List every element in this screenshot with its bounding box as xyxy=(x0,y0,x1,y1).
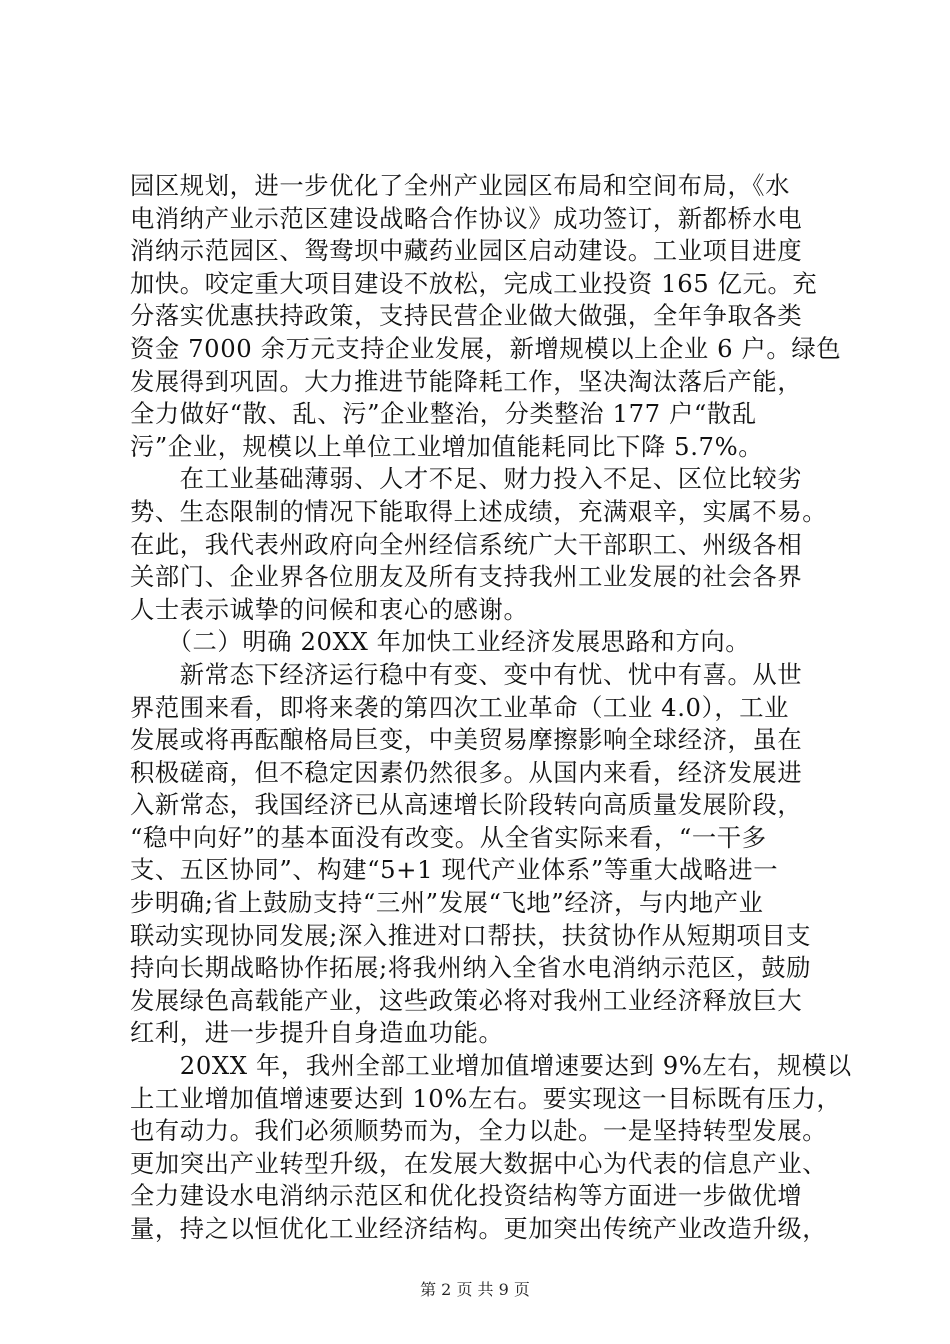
text-line: 消纳示范园区、鸳鸯坝中藏药业园区启动建设。工业项目进度 xyxy=(130,236,803,266)
text-line: 分落实优惠扶持政策，支持民营企业做大做强，全年争取各类 xyxy=(130,301,803,331)
text-line: 界范围来看，即将来袭的第四次工业革命（工业 4.0），工业 xyxy=(130,692,790,722)
text-line: 入新常态，我国经济已从高速增长阶段转向高质量发展阶段， xyxy=(130,790,803,820)
text-line: 联动实现协同发展;深入推进对口帮扶，扶贫协作从短期项目支 xyxy=(130,920,811,950)
text-line: 发展或将再酝酿格局巨变，中美贸易摩擦影响全球经济，虽在 xyxy=(130,725,803,755)
text-line: 20XX 年，我州全部工业增加值增速要达到 9%左右，规模以 xyxy=(130,1051,852,1081)
text-line: 量，持之以恒优化工业经济结构。更加突出传统产业改造升级， xyxy=(130,1214,828,1243)
text-line: 园区规划，进一步优化了全州产业园区布局和空间布局，《水 xyxy=(130,171,791,200)
text-line: 势、生态限制的情况下能取得上述成绩，充满艰辛，实属不易。 xyxy=(130,496,828,526)
text-line: 更加突出产业转型升级，在发展大数据中心为代表的信息产业、 xyxy=(130,1148,828,1178)
text-line: 全力做好“散、乱、污”企业整治，分类整治 177 户“散乱 xyxy=(130,399,757,429)
text-line: 持向长期战略协作拓展;将我州纳入全省水电消纳示范区，鼓励 xyxy=(130,953,811,983)
text-line: 发展绿色高载能产业，这些政策必将对我州工业经济释放巨大 xyxy=(130,985,803,1015)
text-line: 全力建设水电消纳示范区和优化投资结构等方面进一步做优增 xyxy=(130,1181,803,1211)
text-line: 在此，我代表州政府向全州经信系统广大干部职工、州级各相 xyxy=(130,529,803,559)
text-line: 人士表示诚挚的问候和衷心的感谢。 xyxy=(130,594,529,624)
text-line: 红利，进一步提升自身造血功能。 xyxy=(130,1018,504,1048)
text-line: 资金 7000 余万元支持企业发展，新增规模以上企业 6 户。绿色 xyxy=(130,333,842,363)
text-line: 在工业基础薄弱、人才不足、财力投入不足、区位比较劣 xyxy=(130,464,803,494)
text-line: 污”企业，规模以上单位工业增加值能耗同比下降 5.7%。 xyxy=(130,431,764,461)
text-line: 发展得到巩固。大力推进节能降耗工作，坚决淘汰落后产能， xyxy=(130,366,803,396)
text-line: 加快。咬定重大项目建设不放松，完成工业投资 165 亿元。充 xyxy=(130,268,818,298)
section-heading: （二）明确 20XX 年加快工业经济发展思路和方向。 xyxy=(130,627,751,657)
text-line: 步明确;省上鼓励支持“三州”发展“飞地”经济，与内地产业 xyxy=(130,888,764,918)
text-line: 积极磋商，但不稳定因素仍然很多。从国内来看，经济发展进 xyxy=(130,757,803,787)
page-number-footer: 第 2 页 共 9 页 xyxy=(420,1280,530,1299)
text-line: 上工业增加值增速要达到 10%左右。要实现这一目标既有压力， xyxy=(130,1083,842,1113)
document-body xyxy=(130,170,852,1246)
text-line: 支、五区协同”、构建“5+1 现代产业体系”等重大战略进一 xyxy=(130,855,779,885)
text-line: 新常态下经济运行稳中有变、变中有忧、忧中有喜。从世 xyxy=(130,659,803,689)
text-line: “稳中向好”的基本面没有改变。从全省实际来看，“一干多 xyxy=(130,822,767,852)
text-line: 关部门、企业界各位朋友及所有支持我州工业发展的社会各界 xyxy=(130,562,803,592)
text-line: 电消纳产业示范区建设战略合作协议》成功签订，新都桥水电 xyxy=(130,203,803,233)
text-line: 也有动力。我们必须顺势而为，全力以赴。一是坚持转型发展。 xyxy=(130,1116,828,1146)
